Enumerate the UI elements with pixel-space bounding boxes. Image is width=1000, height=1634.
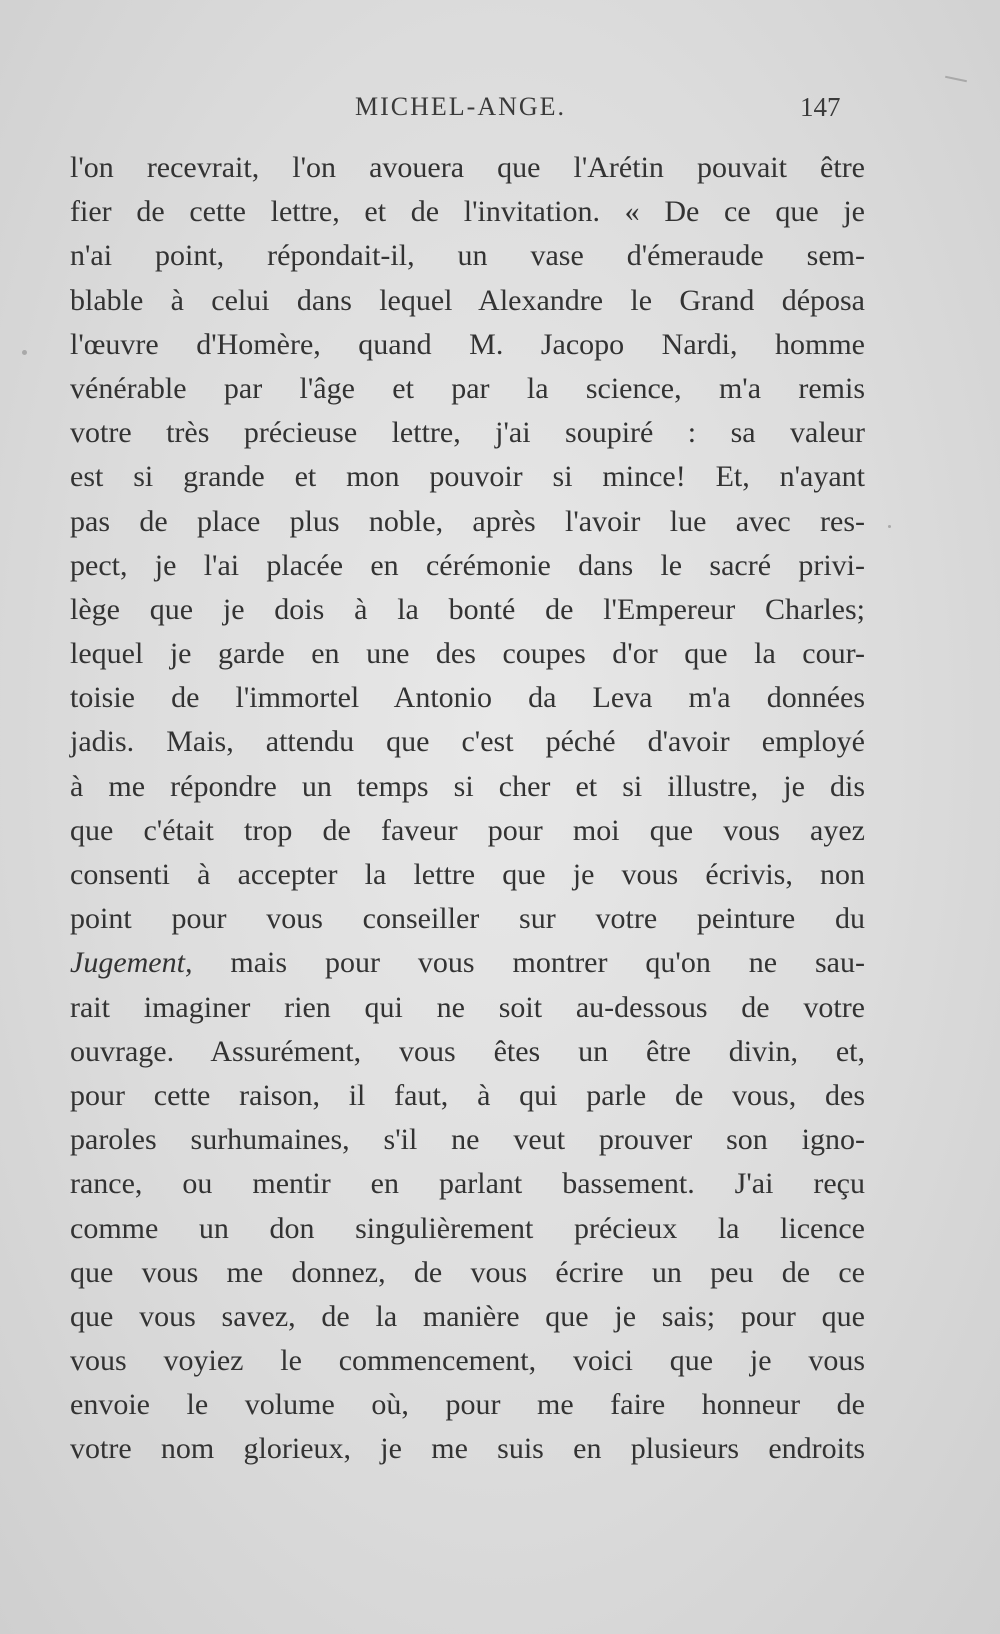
text-line-with-italic [70, 941, 865, 985]
text-line: pour cette raison, il faut, à qui parle de vous, des [70, 1078, 865, 1112]
text-line: rance, ou mentir en parlant bassement. J'ai reçu [70, 1167, 865, 1201]
text-line: pect, je l'ai placée en cérémonie dans le sacré privi- [70, 548, 865, 582]
text-line: l'œuvre d'Homère, quand M. Jacopo Nardi, homme [70, 327, 865, 361]
text-line: point pour vous conseiller sur votre peinture du [70, 902, 865, 936]
text-line: paroles surhumaines, s'il ne veut prouver son igno- [70, 1123, 865, 1157]
text-line: que vous me donnez, de vous écrire un peu de ce [70, 1255, 865, 1289]
text-line-rest: mais pour vous montrer qu'on ne sau- [192, 946, 865, 980]
text-line: l'on recevrait, l'on avouera que l'Arétin pouvait être [70, 151, 865, 184]
text-line: vénérable par l'âge et par la science, m'a remis [70, 371, 865, 405]
body-text [70, 146, 865, 1472]
text-line: que c'était trop de faveur pour moi que vous ayez [70, 813, 865, 847]
text-line: comme un don singulièrement précieux la licence [70, 1211, 865, 1245]
text-line: blable à celui dans lequel Alexandre le Grand déposa [70, 283, 865, 317]
text-line: à me répondre un temps si cher et si illustre, je dis [70, 769, 865, 803]
text-line: votre très précieuse lettre, j'ai soupiré : sa valeur [70, 416, 865, 450]
paper-speck [888, 525, 891, 528]
text-line: envoie le volume où, pour me faire honneur de [70, 1388, 865, 1422]
paper-speck [22, 350, 27, 355]
text-line: toisie de l'immortel Antonio da Leva m'a données [70, 681, 865, 715]
text-line: votre nom glorieux, je me suis en plusieurs endroits [70, 1432, 865, 1466]
text-line: lequel je garde en une des coupes d'or que la cour- [70, 637, 865, 671]
text-line: fier de cette lettre, et de l'invitation. « De ce que je [70, 195, 865, 229]
text-line: lège que je dois à la bonté de l'Empereur Charles; [70, 592, 865, 626]
text-line: rait imaginer rien qui ne soit au-dessous de votre [70, 990, 865, 1024]
text-line: que vous savez, de la manière que je sais; pour que [70, 1299, 865, 1333]
text-line: consenti à accepter la lettre que je vous écrivis, non [70, 858, 865, 891]
text-line: pas de place plus noble, après l'avoir lue avec res- [70, 504, 865, 538]
paper-mark [945, 76, 967, 83]
text-line: ouvrage. Assurément, vous êtes un être divin, et, [70, 1034, 865, 1068]
running-title: MICHEL-ANGE. [355, 92, 567, 121]
running-head [0, 92, 1000, 132]
text-line: jadis. Mais, attendu que c'est péché d'avoir employé [70, 725, 865, 759]
page-number: 147 [800, 92, 841, 122]
text-line: est si grande et mon pouvoir si mince! Et, n'ayant [70, 460, 865, 494]
text-line: vous voyiez le commencement, voici que je vous [70, 1344, 865, 1378]
text-line: n'ai point, répondait-il, un vase d'émeraude sem- [70, 239, 865, 273]
italic-title: Jugement, [70, 946, 193, 980]
